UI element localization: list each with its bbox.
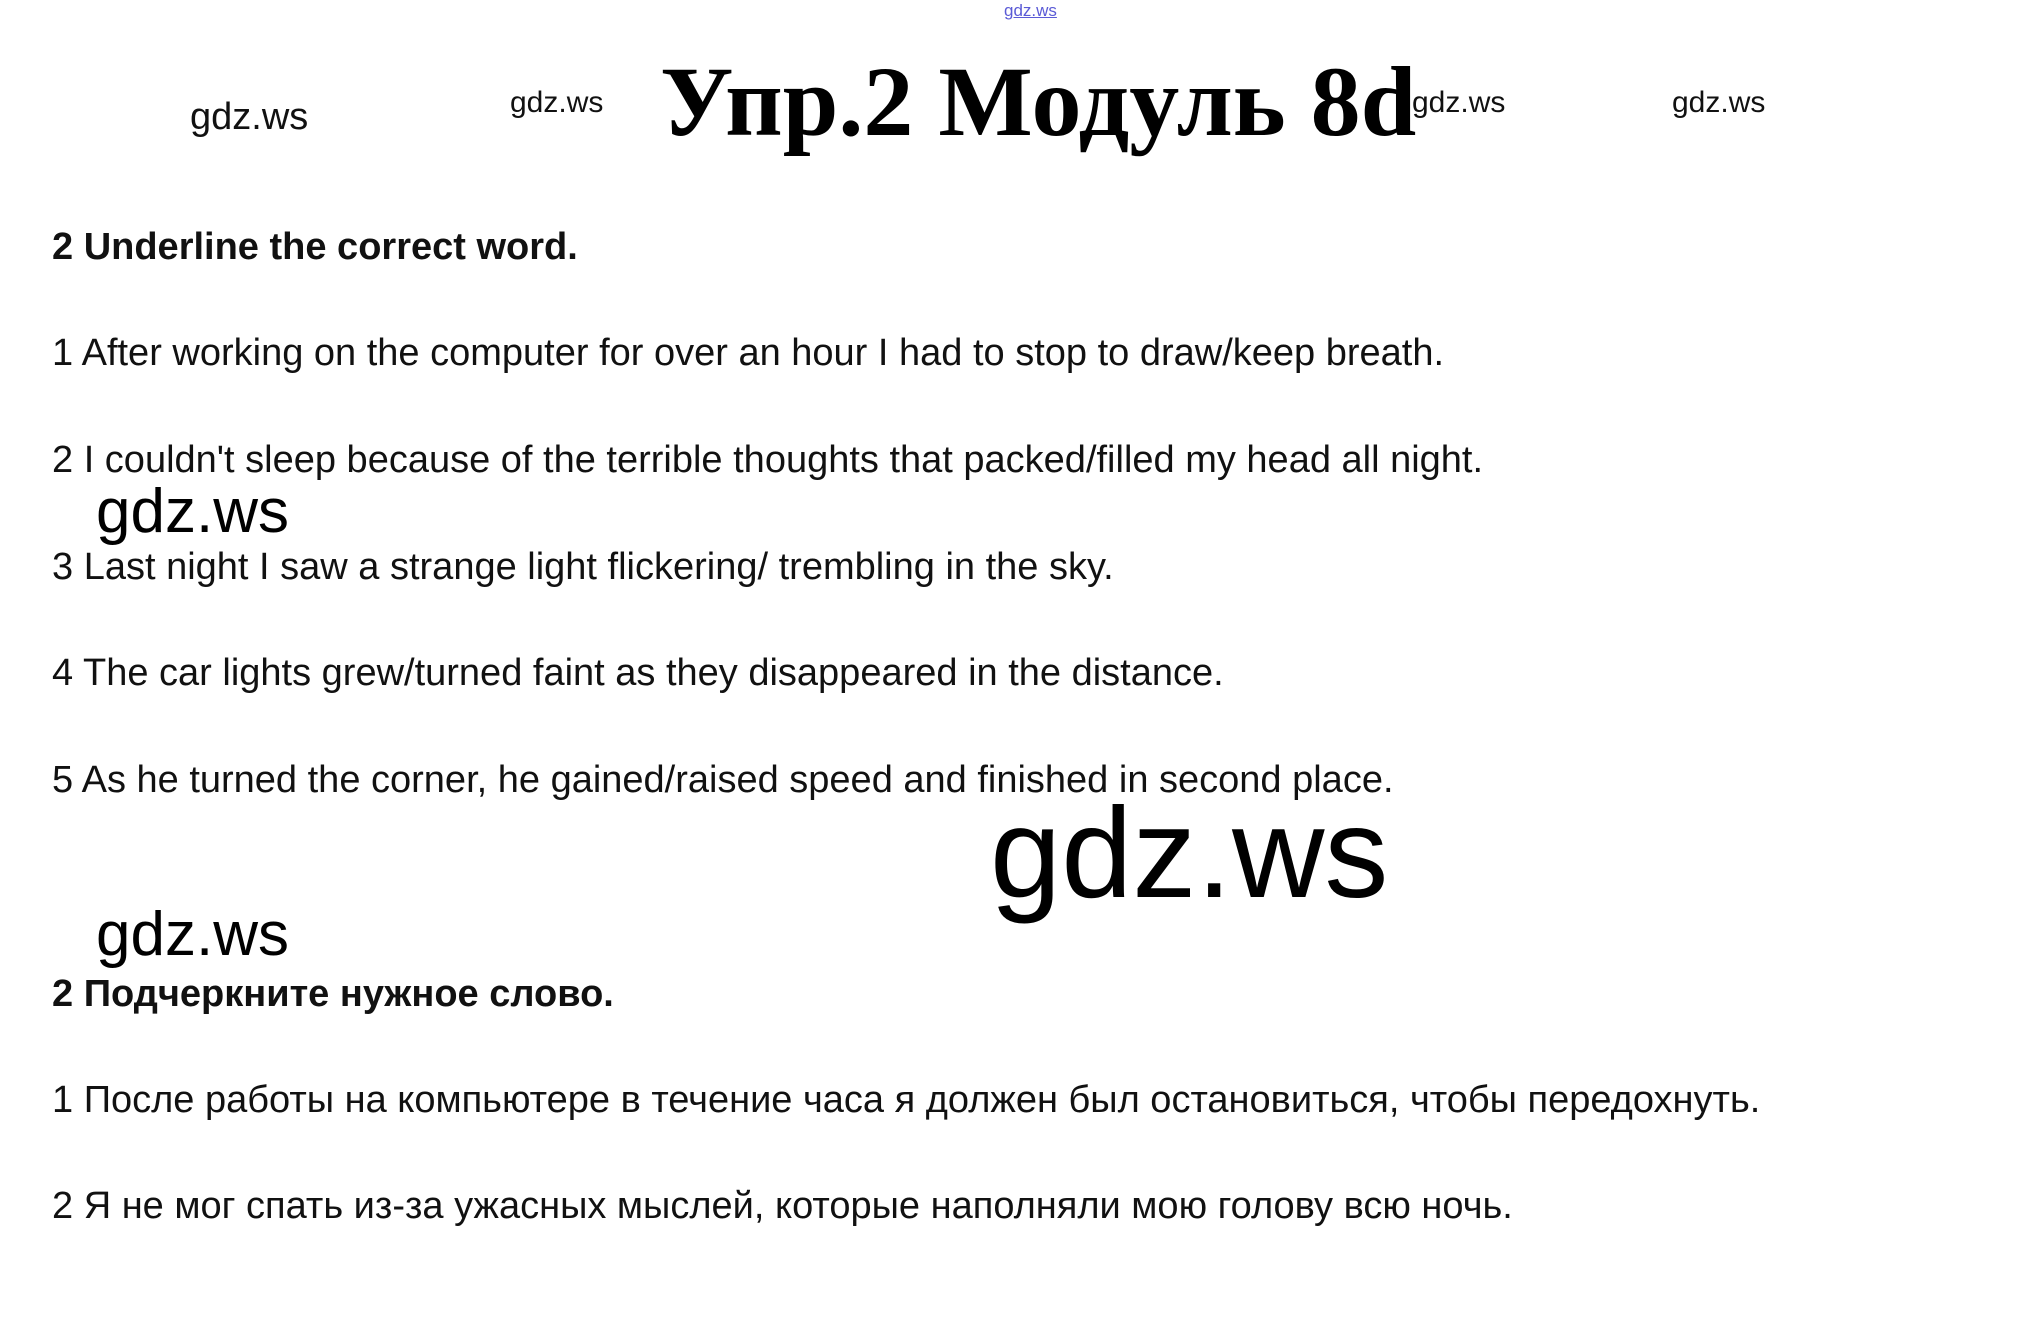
watermark-text: gdz.ws bbox=[510, 86, 604, 119]
watermark-text: gdz.ws bbox=[96, 477, 289, 546]
exercise-heading-russian: 2 Подчеркните нужное слово. bbox=[52, 973, 614, 1015]
top-watermark-link[interactable]: gdz.ws bbox=[1004, 1, 1057, 20]
exercise-sentence: 3 Last night I saw a strange light flickering/ trembling in the sky. bbox=[52, 546, 1114, 588]
exercise-sentence: 2 I couldn't sleep because of the terrible thoughts that packed/filled my head all night. bbox=[52, 439, 1484, 481]
translation-sentence: 1 После работы на компьютере в течение часа я должен был остановиться, чтобы передохнуть. bbox=[52, 1079, 1761, 1121]
watermark-text: gdz.ws bbox=[96, 900, 289, 969]
watermark-text: gdz.ws bbox=[1672, 86, 1766, 119]
exercise-sentence: 4 The car lights grew/turned faint as they disappeared in the distance. bbox=[52, 652, 1224, 694]
watermark-text: gdz.ws bbox=[990, 782, 1389, 925]
exercise-sentence: 5 As he turned the corner, he gained/raised speed and finished in second place. bbox=[52, 759, 1394, 801]
watermark-text: gdz.ws bbox=[190, 96, 309, 138]
watermark-text: gdz.ws bbox=[1412, 86, 1506, 119]
exercise-heading-english: 2 Underline the correct word. bbox=[52, 226, 578, 268]
page-title: Упр.2 Модуль 8d bbox=[660, 46, 1417, 157]
translation-sentence: 2 Я не мог спать из-за ужасных мыслей, которые наполняли мою голову всю ночь. bbox=[52, 1185, 1513, 1227]
exercise-sentence: 1 After working on the computer for over an hour I had to stop to draw/keep breath. bbox=[52, 332, 1445, 374]
